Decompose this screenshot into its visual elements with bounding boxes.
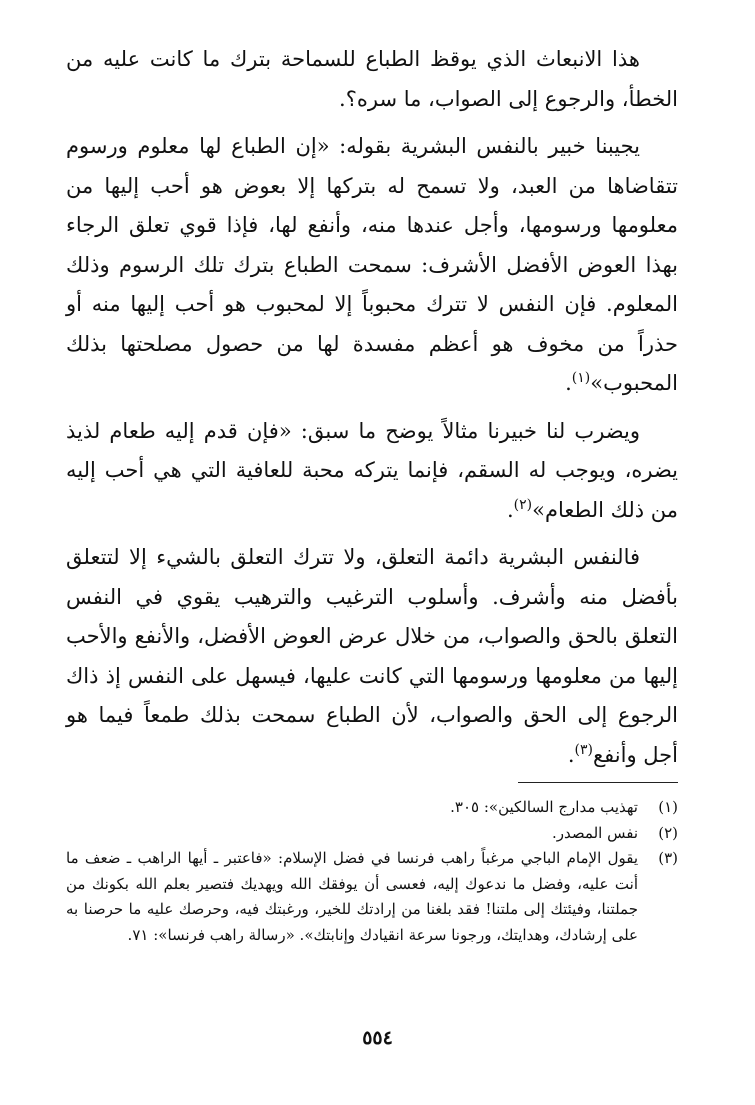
footnotes xyxy=(66,795,678,948)
footnote-separator xyxy=(518,782,678,783)
paragraph-3: ويضرب لنا خبيرنا مثالاً يوضح ما سبق: «فإن قدم إليه طعام لذيذ يضره، ويوجب له السقم، فإنما يتركه محبة للعافية التي هي أحب إليه من ذلك الطعام»$^{(٢)}$. xyxy=(66,418,678,522)
paragraph-1-text: هذا الانبعاث الذي يوقظ الطباع للسماحة بترك ما كانت عليه من الخطأ، والرجوع إلى الصواب، ما سره؟. xyxy=(66,47,678,111)
footnote-ref-2[interactable]: (٢) xyxy=(513,496,533,513)
footnote-text: تهذيب مدارج السالكين»: ٣٠٥. xyxy=(450,798,638,816)
footnote-number: (٣) xyxy=(658,849,678,867)
footnote-1 xyxy=(66,795,678,821)
footnote-number: (٢) xyxy=(658,823,678,842)
paragraph-1 xyxy=(66,40,678,119)
footnote-text: نفس المصدر. xyxy=(552,823,638,842)
footnote-3 xyxy=(66,846,678,948)
footnote-text: يقول الإمام الباجي مرغباً راهب فرنسا في فضل الإسلام: «فاعتبر ـ أيها الراهب ـ ضعف ما أنت عليه، وفضل ما ندعوك إليه، فعسى أن يوفقك الله ويهديك فتصير بعلم الله بكونك من جملتنا، وفيئتك إلى ملتنا! فقد بلغنا من إرادتك للخير، ورغبتك فيه، وحرصك عليه ما حرصنا به على إرشادك، وهدايتك، ورجونا سرعة انقيادك وإنابتك». «رسالة راهب فرنسا»: ٧١. xyxy=(66,849,638,944)
footnote-2 xyxy=(66,821,678,847)
footnote-number: (١) xyxy=(658,798,678,816)
paragraph-4: فالنفس البشرية دائمة التعلق، ولا تترك التعلق بالشيء إلا لتتعلق بأفضل منه وأشرف. وأسلوب الترغيب والترهيب يقوي في النفس التعلق بالحق والصواب، من خلال عرض العوض الأفضل، والأنفع والأحب إليها من معلومها ورسومها التي كانت عليها، فيسهل على النفس إذ ذاك الرجوع إلى الحق والصواب، لأن الطباع سمحت بذلك طمعاً فيما هو أجل وأنفع$^{(٣)}$. xyxy=(66,545,678,767)
footnote-ref-1[interactable]: (١) xyxy=(571,370,591,386)
footnote-ref-3[interactable]: (٣) xyxy=(574,741,593,758)
page-number: ٥٥٤ xyxy=(362,1027,393,1049)
paragraph-2-text: يجيبنا خبير بالنفس البشرية بقوله: «إن الطباع لها معلوم ورسوم تتقاضاها من العبد، ولا تسمح له بتركها إلا بعوض هو أحب إليها من معلومها ورسومها، وأجل عندها منه، وأنفع لها، فإذا قوي تعلق الرجاء بهذا العوض الأفضل الأشرف: سمحت الطباع بترك تلك الرسوم وذلك المعلوم. فإن النفس لا تترك محبوباً إلا لمحبوب هو أحب إليها منه أو حذراً من مخوف هو أعظم مفسدة لها من حصول مصلحتها بذلك المحبوب» xyxy=(66,134,678,395)
main-text xyxy=(66,40,678,783)
paragraph-2: يجيبنا خبير بالنفس البشرية بقوله: «إن الطباع لها معلوم ورسوم تتقاضاها من العبد، ولا تسمح له بتركها إلا بعوض هو أحب إليها من معلومها ورسومها، وأجل عندها منه، وأنفع لها، فإذا قوي تعلق الرجاء بهذا العوض الأفضل الأشرف: سمحت الطباع بترك تلك الرسوم وذلك المعلوم. فإن النفس لا تترك محبوباً إلا لمحبوب هو أحب إليها منه أو حذراً من مخوف هو أعظم مفسدة لها من حصول مصلحتها بذلك المحبوب»$^{(١)}$. xyxy=(66,134,678,395)
paragraph-4-text: فالنفس البشرية دائمة التعلق، ولا تترك التعلق بالشيء إلا لتتعلق بأفضل منه وأشرف. وأسلوب الترغيب والترهيب يقوي في النفس التعلق بالحق والصواب، من خلال عرض العوض الأفضل، والأنفع والأحب إليها من معلومها ورسومها التي كانت عليها، فيسهل على النفس إذ ذاك الرجوع إلى الحق والصواب، لأن الطباع سمحت بذلك طمعاً فيما هو أجل وأنفع xyxy=(66,545,678,767)
paragraph-3-text: ويضرب لنا خبيرنا مثالاً يوضح ما سبق: «فإن قدم إليه طعام لذيذ يضره، ويوجب له السقم، فإنما يتركه محبة للعافية التي هي أحب إليه من ذلك الطعام» xyxy=(66,418,678,522)
